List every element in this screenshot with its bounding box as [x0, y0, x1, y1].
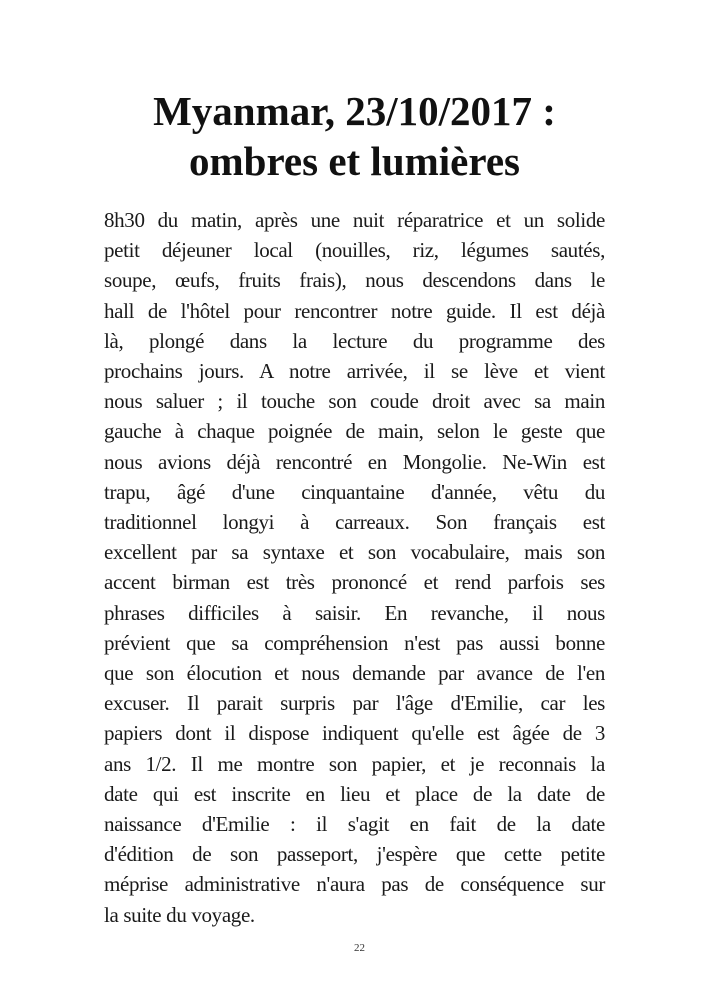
body-line: phrases difficiles à saisir. En revanche, il nous [104, 600, 605, 625]
page-number: 22 [354, 942, 365, 954]
body-line: soupe, œufs, fruits frais), nous descendons dans le [104, 268, 605, 293]
body-line: méprise administrative n'aura pas de conséquence sur [104, 872, 605, 897]
body-line: naissance d'Emilie : il s'agit en fait de la date [104, 812, 605, 837]
body-line: la suite du voyage. [104, 902, 255, 927]
body-line: excuser. Il parait surpris par l'âge d'Emilie, car les [104, 691, 605, 716]
body-line: nous avions déjà rencontré en Mongolie. Ne-Win est [104, 449, 605, 474]
body-line: prochains jours. A notre arrivée, il se lève et vient [104, 359, 605, 384]
body-line: que son élocution et nous demande par avance de l'en [104, 661, 605, 686]
body-line: là, plongé dans la lecture du programme des [104, 328, 605, 353]
body-line: nous saluer ; il touche son coude droit avec sa main [104, 389, 605, 414]
title-line-1: Myanmar, 23/10/2017 : [153, 88, 556, 134]
body-line: excellent par sa syntaxe et son vocabulaire, mais son [104, 540, 605, 565]
title-line-2: ombres et lumières [189, 138, 520, 184]
body-line: date qui est inscrite en lieu et place de la date de [104, 781, 605, 806]
body-line: gauche à chaque poignée de main, selon le geste que [104, 419, 605, 444]
body-line: 8h30 du matin, après une nuit réparatrice et un solide [104, 208, 605, 232]
body-line: petit déjeuner local (nouilles, riz, légumes sautés, [104, 238, 605, 263]
body-line: prévient que sa compréhension n'est pas aussi bonne [104, 630, 605, 655]
body-paragraph [104, 205, 605, 930]
body-line: trapu, âgé d'une cinquantaine d'année, vêtu du [104, 479, 605, 504]
body-line: ans 1/2. Il me montre son papier, et je reconnais la [104, 751, 605, 776]
body-line: accent birman est très prononcé et rend parfois ses [104, 570, 605, 595]
page-title [0, 86, 709, 186]
body-line: d'édition de son passeport, j'espère que cette petite [104, 842, 605, 867]
body-line: traditionnel longyi à carreaux. Son français est [104, 510, 605, 535]
body-line: papiers dont il dispose indiquent qu'elle est âgée de 3 [104, 721, 605, 746]
body-line: hall de l'hôtel pour rencontrer notre guide. Il est déjà [104, 298, 605, 323]
